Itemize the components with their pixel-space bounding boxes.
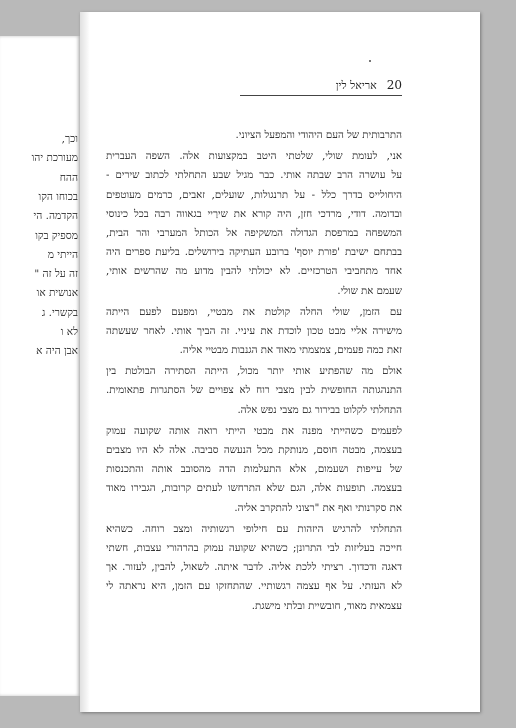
paragraph bbox=[106, 422, 402, 518]
text-line: התחלתי להרגיש היזהות עם חילופי רגשותיה ומצב רוחה. כשהיא bbox=[106, 523, 402, 535]
page-fold-shadow bbox=[80, 12, 90, 712]
header-rule bbox=[240, 95, 402, 96]
left-page-line: ההח bbox=[59, 171, 78, 184]
text-line: היחולייס בדרך כלל - על תרנגולות, שועלים, זאבים, כרמים מעוטפים bbox=[106, 189, 402, 201]
paragraph bbox=[106, 520, 402, 616]
left-page-line: הקדמה. הי bbox=[33, 210, 78, 223]
scan-speck bbox=[369, 60, 371, 62]
paragraph bbox=[106, 147, 402, 301]
left-page-line: מספיק בקו bbox=[35, 229, 78, 242]
text-line: חייכה בעליזות לבי התרונן; כשהיא שקועה עמוק בהרהורי עצבות, חשתי bbox=[106, 542, 402, 554]
text-line: התרבותית של העם היהודי והמפעל הציוני. bbox=[235, 130, 402, 141]
text-line: לפעמים כשהייתי מפנה את מבטי הייתי רואה אותה שקועה עמוק bbox=[106, 425, 402, 437]
text-line: אני, לעומת שולי, שלטתי היטב במקצועות אלה. השפה העברית bbox=[106, 151, 402, 163]
text-line: עצמאית מאוד, חובשיית ובלתי מישגת. bbox=[251, 600, 402, 612]
left-page-line: וכך, bbox=[61, 133, 78, 145]
text-line: אחד מתחביבי הטרכזיים. לא יכולתי להבין מדוע מה שהרשים אותי, bbox=[106, 266, 402, 278]
text-line: זאת כמה פעמים, צמצמתי מאוד את הגנבות מבטיי אליה. bbox=[179, 345, 402, 357]
text-line: מישירה אליי מבט טכון לוכדת את עיניי. זה הביך אותי. לאחר שעשתה bbox=[106, 325, 402, 337]
text-line: עם הזמן, שולי החלה קולטת את מבטיי, ומפעם לפעם הייתה bbox=[106, 306, 402, 318]
text-line: בעצמה. תופעות אלה, הגם שלא התרחשו לעתים קרובות, הגבירו מאוד bbox=[106, 483, 402, 495]
text-line: לא העזתי. על אף עצמה רגשותיי. שהתחזקו עם הזמן, היא נראתה לי bbox=[106, 581, 402, 593]
page-number: 20 bbox=[386, 78, 402, 92]
left-page bbox=[0, 36, 80, 696]
text-line: בעצמה, מבטה חוסם, מנותקת מכל הנעשה סביבה. אלה לא היו מצבים bbox=[106, 445, 402, 456]
text-line: של עייפות ושעמום, אלא התעלמות הדה מהסובב אותה והתכנסות bbox=[106, 464, 402, 476]
text-line: המשפחה במרפסת הגדולה המשקיפה אל הכותל המערבי והר הבית, bbox=[106, 227, 402, 239]
paragraph bbox=[106, 303, 402, 361]
running-head-author: אריאל לין bbox=[335, 78, 377, 92]
text-line: שעמם את שולי. bbox=[337, 285, 402, 297]
left-page-line: מעורכת יהו bbox=[31, 152, 78, 165]
left-page-line: אבן היה א bbox=[36, 345, 78, 358]
text-line: ובדומה. דודי, מרדכי חזן, היה קורא את שירַיי בגאווה רבה בכל כינוסי bbox=[106, 208, 402, 220]
text-line: דאגה ודכדוך. רציתי ללכת אליה. לדבר איתה. לשאול, להבין, לעזור. אך bbox=[106, 562, 402, 574]
left-page-line: הייתי מ bbox=[47, 248, 78, 261]
left-page-line: בקשרי. ג bbox=[41, 306, 78, 319]
text-line: התנהגותה החופשית לבין מצבי רוח לא צפויים של הסתגרות פתאומית. bbox=[106, 385, 402, 397]
text-line: על עושרה הרב שבתה אותי. כבר מגיל שבע התחלתי לכתוב שירים - bbox=[106, 170, 402, 182]
left-page-line: לא ו bbox=[60, 326, 78, 338]
left-page-line: בכוחו הקו bbox=[38, 190, 78, 203]
body-text bbox=[106, 126, 402, 616]
left-page-line: אנושית או bbox=[36, 287, 78, 300]
left-page-line: זה על זה " bbox=[34, 268, 78, 281]
paragraph bbox=[106, 126, 402, 145]
text-line: בבתחם ישיבת 'פורת יוסף' ברובע העתיקה בירושלים. בליעת ספרים היה bbox=[106, 247, 402, 259]
text-line: התחלתי לקלוט בבירור גם מצבי נפש אלה. bbox=[237, 404, 402, 416]
paragraph bbox=[106, 362, 402, 420]
text-line: את סקרנותי ואף את "רצוני להתקרב אליה. bbox=[234, 502, 402, 514]
running-header bbox=[232, 78, 402, 92]
text-line: אולם מה שהפתיע אותי יותר מכול, הייתה הסתירה הבולטת בין bbox=[106, 366, 402, 378]
